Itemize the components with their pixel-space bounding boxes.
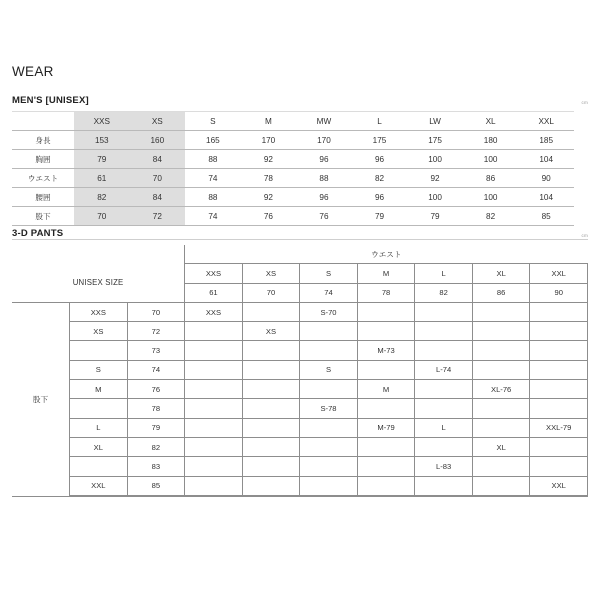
pants-size-cell bbox=[242, 418, 300, 437]
pants-size-cell bbox=[242, 457, 300, 476]
pants-size-cell bbox=[530, 399, 588, 418]
pants-size-cell bbox=[415, 437, 473, 456]
mens-measurement-cell: 175 bbox=[352, 131, 408, 150]
pants-size-cell: S bbox=[300, 360, 358, 379]
pants-size-cell: S-78 bbox=[300, 399, 358, 418]
mens-size-table bbox=[12, 111, 588, 226]
pants-row-size: XS bbox=[70, 322, 128, 341]
pants-size-table-section bbox=[12, 228, 588, 497]
mens-section-title: MEN'S [UNISEX] bbox=[12, 95, 89, 106]
mens-measurement-cell: 82 bbox=[352, 169, 408, 188]
pants-size-cell bbox=[357, 437, 415, 456]
mens-row-label: 胸囲 bbox=[12, 150, 74, 169]
pants-row-size: XXL bbox=[70, 476, 128, 495]
pants-size-cell bbox=[357, 399, 415, 418]
mens-measurement-cell: 180 bbox=[463, 131, 519, 150]
mens-measurement-cell: 82 bbox=[74, 188, 130, 207]
pants-waist-size-header: XXL bbox=[530, 264, 588, 283]
pants-size-cell bbox=[300, 322, 358, 341]
pants-table-row bbox=[12, 380, 588, 399]
pants-size-cell bbox=[300, 380, 358, 399]
pants-size-cell: M bbox=[357, 380, 415, 399]
pants-row-size: XXS bbox=[70, 302, 128, 321]
pants-size-cell: S-70 bbox=[300, 302, 358, 321]
pants-size-cell bbox=[415, 341, 473, 360]
pants-table-row bbox=[12, 322, 588, 341]
pants-size-cell bbox=[357, 360, 415, 379]
pants-size-cell bbox=[530, 457, 588, 476]
pants-size-cell bbox=[530, 380, 588, 399]
pants-size-cell bbox=[530, 341, 588, 360]
pants-size-cell bbox=[472, 322, 530, 341]
pants-row-inseam-value: 85 bbox=[127, 476, 185, 495]
pants-size-cell bbox=[185, 360, 243, 379]
mens-table-row bbox=[12, 131, 588, 150]
pants-table-row bbox=[12, 341, 588, 360]
pants-row-inseam-value: 70 bbox=[127, 302, 185, 321]
pants-row-inseam-value: 73 bbox=[127, 341, 185, 360]
pants-row-inseam-value: 82 bbox=[127, 437, 185, 456]
pants-size-cell: XXL bbox=[530, 476, 588, 495]
pants-section-header bbox=[12, 228, 588, 239]
pants-size-table bbox=[12, 245, 588, 496]
mens-table-row bbox=[12, 188, 588, 207]
pants-size-cell: M-73 bbox=[357, 341, 415, 360]
pants-size-cell bbox=[530, 322, 588, 341]
pants-inseam-label: 股下 bbox=[12, 302, 70, 495]
pants-size-cell: L-83 bbox=[415, 457, 473, 476]
pants-waist-size-row bbox=[12, 264, 588, 283]
mens-row-tail bbox=[574, 207, 588, 226]
mens-table-row bbox=[12, 207, 588, 226]
mens-measurement-cell: 170 bbox=[296, 131, 352, 150]
pants-waist-size-header: L bbox=[415, 264, 473, 283]
pants-size-cell bbox=[300, 418, 358, 437]
mens-measurement-cell: 170 bbox=[241, 131, 297, 150]
pants-row-size bbox=[70, 341, 128, 360]
mens-table-row bbox=[12, 150, 588, 169]
pants-size-cell bbox=[357, 476, 415, 495]
pants-size-cell bbox=[472, 341, 530, 360]
pants-size-cell bbox=[185, 399, 243, 418]
mens-measurement-cell: 92 bbox=[241, 188, 297, 207]
pants-table-row bbox=[12, 399, 588, 418]
mens-column-header: S bbox=[185, 112, 241, 131]
pants-section-title: 3-D PANTS bbox=[12, 228, 64, 239]
pants-size-cell bbox=[472, 457, 530, 476]
mens-measurement-cell: 153 bbox=[74, 131, 130, 150]
pants-size-cell bbox=[415, 302, 473, 321]
mens-measurement-cell: 84 bbox=[130, 150, 186, 169]
mens-size-table-section bbox=[12, 95, 588, 226]
mens-measurement-cell: 78 bbox=[241, 169, 297, 188]
mens-measurement-cell: 79 bbox=[74, 150, 130, 169]
pants-row-inseam-value: 78 bbox=[127, 399, 185, 418]
pants-size-cell bbox=[300, 437, 358, 456]
mens-measurement-cell: 70 bbox=[130, 169, 186, 188]
mens-measurement-cell: 76 bbox=[241, 207, 297, 226]
mens-measurement-cell: 104 bbox=[518, 150, 574, 169]
pants-table-row bbox=[12, 302, 588, 321]
mens-measurement-cell: 74 bbox=[185, 207, 241, 226]
mens-measurement-cell: 74 bbox=[185, 169, 241, 188]
mens-measurement-cell: 86 bbox=[463, 169, 519, 188]
pants-size-cell bbox=[300, 457, 358, 476]
mens-measurement-cell: 72 bbox=[130, 207, 186, 226]
pants-size-cell bbox=[185, 476, 243, 495]
pants-waist-size-header: XXS bbox=[185, 264, 243, 283]
pants-waist-size-header: XS bbox=[242, 264, 300, 283]
pants-size-cell: XXL-79 bbox=[530, 418, 588, 437]
pants-size-cell bbox=[357, 322, 415, 341]
mens-header-corner bbox=[12, 112, 74, 131]
pants-waist-value-header: 90 bbox=[530, 283, 588, 302]
mens-header-row bbox=[12, 112, 588, 131]
pants-size-cell bbox=[242, 476, 300, 495]
mens-measurement-cell: 92 bbox=[407, 169, 463, 188]
mens-measurement-cell: 160 bbox=[130, 131, 186, 150]
pants-size-cell bbox=[185, 457, 243, 476]
pants-table-bottom-rule bbox=[12, 496, 588, 497]
mens-measurement-cell: 175 bbox=[407, 131, 463, 150]
mens-measurement-cell: 84 bbox=[130, 188, 186, 207]
pants-size-cell bbox=[185, 322, 243, 341]
pants-size-cell bbox=[357, 302, 415, 321]
mens-column-header: XXL bbox=[518, 112, 574, 131]
pants-size-cell bbox=[185, 380, 243, 399]
pants-unit-label: cm bbox=[581, 233, 588, 238]
pants-table-top-rule bbox=[12, 239, 588, 240]
pants-table-row bbox=[12, 476, 588, 495]
pants-size-cell bbox=[357, 457, 415, 476]
pants-size-cell bbox=[472, 302, 530, 321]
mens-column-header: XXS bbox=[74, 112, 130, 131]
pants-waist-size-header: XL bbox=[472, 264, 530, 283]
pants-size-cell: XL bbox=[472, 437, 530, 456]
mens-measurement-cell: 70 bbox=[74, 207, 130, 226]
pants-table-row bbox=[12, 437, 588, 456]
pants-waist-value-header: 61 bbox=[185, 283, 243, 302]
pants-waist-group-label: ウエスト bbox=[185, 245, 588, 264]
mens-row-tail bbox=[574, 131, 588, 150]
pants-size-cell bbox=[242, 360, 300, 379]
pants-waist-value-header: 78 bbox=[357, 283, 415, 302]
pants-table-row bbox=[12, 457, 588, 476]
pants-waist-size-header: S bbox=[300, 264, 358, 283]
mens-unit-label: cm bbox=[581, 100, 588, 105]
page-title: WEAR bbox=[12, 64, 54, 79]
mens-measurement-cell: 96 bbox=[352, 150, 408, 169]
mens-row-tail bbox=[574, 150, 588, 169]
pants-waist-value-header: 70 bbox=[242, 283, 300, 302]
pants-size-cell: XXS bbox=[185, 302, 243, 321]
pants-row-inseam-value: 83 bbox=[127, 457, 185, 476]
mens-measurement-cell: 92 bbox=[241, 150, 297, 169]
pants-size-cell bbox=[242, 380, 300, 399]
mens-measurement-cell: 79 bbox=[352, 207, 408, 226]
mens-measurement-cell: 96 bbox=[296, 150, 352, 169]
pants-size-cell bbox=[242, 341, 300, 360]
pants-size-cell bbox=[472, 418, 530, 437]
pants-table-row bbox=[12, 360, 588, 379]
pants-size-cell bbox=[185, 418, 243, 437]
pants-row-size: L bbox=[70, 418, 128, 437]
pants-size-cell bbox=[472, 360, 530, 379]
pants-size-cell: L bbox=[415, 418, 473, 437]
pants-row-inseam-value: 76 bbox=[127, 380, 185, 399]
pants-size-cell: XL-76 bbox=[472, 380, 530, 399]
pants-row-inseam-value: 72 bbox=[127, 322, 185, 341]
mens-row-label: 股下 bbox=[12, 207, 74, 226]
mens-measurement-cell: 96 bbox=[352, 188, 408, 207]
pants-corner-blank bbox=[12, 245, 185, 264]
mens-measurement-cell: 100 bbox=[407, 188, 463, 207]
mens-section-header bbox=[12, 95, 588, 106]
mens-measurement-cell: 88 bbox=[296, 169, 352, 188]
pants-unisex-size-label: UNISEX SIZE bbox=[12, 264, 185, 303]
pants-waist-size-header: M bbox=[357, 264, 415, 283]
pants-group-header-row bbox=[12, 245, 588, 264]
pants-waist-value-header: 82 bbox=[415, 283, 473, 302]
pants-waist-value-header: 74 bbox=[300, 283, 358, 302]
pants-size-cell bbox=[530, 437, 588, 456]
pants-row-size: S bbox=[70, 360, 128, 379]
pants-row-size: M bbox=[70, 380, 128, 399]
mens-measurement-cell: 104 bbox=[518, 188, 574, 207]
mens-column-header: L bbox=[352, 112, 408, 131]
pants-table-body bbox=[12, 245, 588, 495]
mens-measurement-cell: 185 bbox=[518, 131, 574, 150]
mens-measurement-cell: 79 bbox=[407, 207, 463, 226]
mens-measurement-cell: 100 bbox=[463, 150, 519, 169]
mens-column-header: XS bbox=[130, 112, 186, 131]
mens-row-tail bbox=[574, 169, 588, 188]
pants-size-cell bbox=[472, 399, 530, 418]
mens-row-tail bbox=[574, 188, 588, 207]
pants-row-size: XL bbox=[70, 437, 128, 456]
pants-size-cell bbox=[300, 341, 358, 360]
pants-row-size bbox=[70, 457, 128, 476]
mens-table-row bbox=[12, 169, 588, 188]
mens-measurement-cell: 100 bbox=[407, 150, 463, 169]
mens-header-tail bbox=[574, 112, 588, 131]
mens-column-header: MW bbox=[296, 112, 352, 131]
pants-waist-value-header: 86 bbox=[472, 283, 530, 302]
mens-measurement-cell: 100 bbox=[463, 188, 519, 207]
pants-row-inseam-value: 74 bbox=[127, 360, 185, 379]
pants-size-cell bbox=[242, 302, 300, 321]
mens-measurement-cell: 85 bbox=[518, 207, 574, 226]
mens-column-header: LW bbox=[407, 112, 463, 131]
mens-measurement-cell: 88 bbox=[185, 188, 241, 207]
mens-row-label: 腰囲 bbox=[12, 188, 74, 207]
pants-size-cell: M-79 bbox=[357, 418, 415, 437]
mens-measurement-cell: 61 bbox=[74, 169, 130, 188]
pants-row-size bbox=[70, 399, 128, 418]
pants-size-cell bbox=[242, 399, 300, 418]
pants-size-cell bbox=[415, 476, 473, 495]
pants-size-cell bbox=[472, 476, 530, 495]
pants-row-inseam-value: 79 bbox=[127, 418, 185, 437]
mens-column-header: M bbox=[241, 112, 297, 131]
pants-size-cell bbox=[242, 437, 300, 456]
pants-size-cell bbox=[415, 322, 473, 341]
mens-measurement-cell: 82 bbox=[463, 207, 519, 226]
pants-size-cell bbox=[300, 476, 358, 495]
mens-measurement-cell: 165 bbox=[185, 131, 241, 150]
pants-size-cell bbox=[185, 437, 243, 456]
pants-table-row bbox=[12, 418, 588, 437]
pants-size-cell: XS bbox=[242, 322, 300, 341]
pants-size-cell bbox=[415, 380, 473, 399]
pants-size-cell: L-74 bbox=[415, 360, 473, 379]
pants-size-cell bbox=[415, 399, 473, 418]
mens-measurement-cell: 76 bbox=[296, 207, 352, 226]
pants-size-cell bbox=[530, 360, 588, 379]
mens-row-label: 身長 bbox=[12, 131, 74, 150]
mens-measurement-cell: 96 bbox=[296, 188, 352, 207]
mens-table-body bbox=[12, 112, 588, 226]
pants-size-cell bbox=[530, 302, 588, 321]
mens-column-header: XL bbox=[463, 112, 519, 131]
mens-row-label: ウエスト bbox=[12, 169, 74, 188]
mens-measurement-cell: 90 bbox=[518, 169, 574, 188]
pants-size-cell bbox=[185, 341, 243, 360]
mens-measurement-cell: 88 bbox=[185, 150, 241, 169]
